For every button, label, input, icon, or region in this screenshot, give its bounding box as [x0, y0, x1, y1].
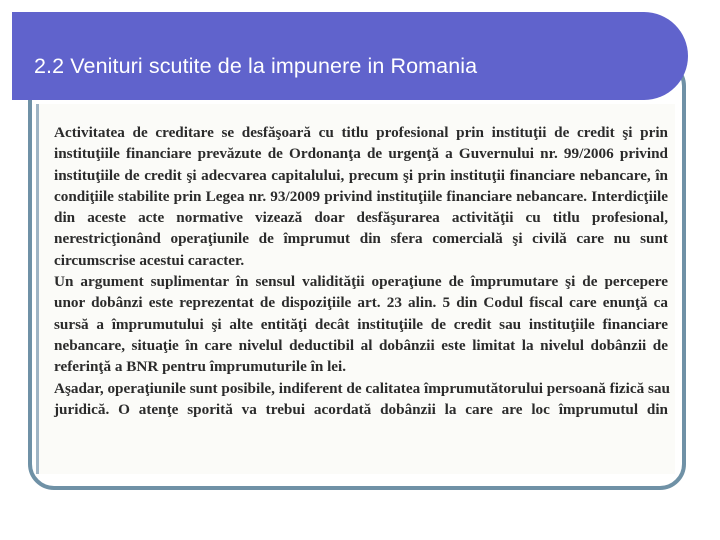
text-line: unor dobânzi este reprezentat de dispoziţiile art. 23 alin. 5 din Codul fiscal care enunţă ca	[54, 294, 668, 312]
text-line: instituţiile de credit şi adecvarea capitalului, precum şi prin instituţii financiare nebancare, în	[54, 166, 668, 184]
text-line: instituţiile financiare prevăzute de Ordonanţa de urgenţă a Guvernului nr. 99/2006 privind	[54, 145, 668, 163]
text-line: Un argument suplimentar în sensul validităţii operaţiune de împrumutare şi de percepere	[54, 273, 668, 291]
text-line: sursă a împrumutului şi alte entităţi decât instituţiile de credit sau instituţiile financiare	[54, 315, 668, 333]
text-line: juridică. O atenţe sporită va trebui acordată dobânzii la care are loc împrumutul din	[54, 400, 668, 418]
text-line: nebancare, situaţie în care nivelul deductibil al dobânzii este limitat la nivelul dobânzii de	[54, 336, 668, 354]
text-line: nerestricţionând operaţiunile de împrumut din sfera comercială şi civilă care nu sunt	[54, 230, 668, 248]
document-text	[54, 122, 668, 420]
text-line: Activitatea de creditare se desfăşoară cu titlu profesional prin instituţii de credit şi prin	[54, 124, 668, 141]
text-line: Aşadar, operaţiunile sunt posibile, indiferent de calitatea împrumutătorului persoană fizică sau	[54, 379, 670, 397]
slide-title: 2.2 Venituri scutite de la impunere in Romania	[34, 54, 478, 78]
text-line: circumscrise acestui caracter.	[54, 251, 245, 269]
title-bar	[12, 12, 688, 100]
text-line: din aceste acte normative vizează doar desfăşurarea activităţii cu titlu profesional,	[54, 209, 668, 227]
text-line: referinţă a BNR pentru împrumuturile în lei.	[54, 358, 347, 376]
text-line: condiţiile stabilite prin Legea nr. 93/2009 privind instituţiile financiare nebancare. Interdicţiile	[54, 187, 668, 205]
